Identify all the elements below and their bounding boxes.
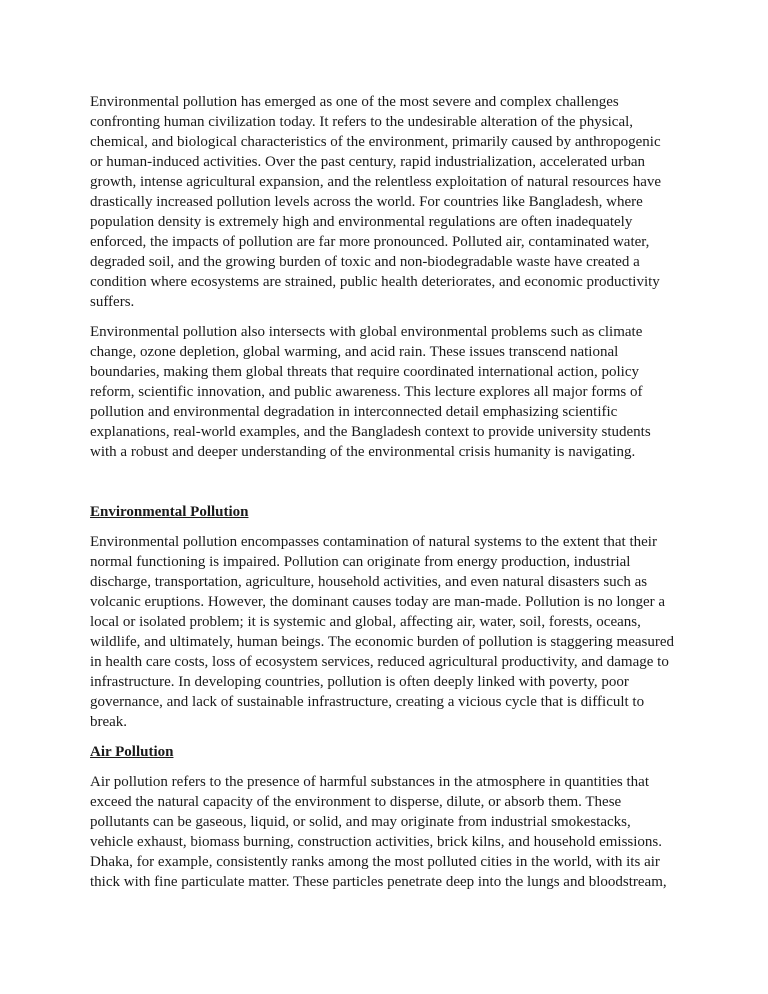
text-line: normal functioning is impaired. Pollution can originate from energy production, industrial <box>90 554 631 570</box>
text-line: explanations, real-world examples, and the Bangladesh context to provide university students <box>90 424 651 440</box>
text-line: discharge, transportation, agriculture, household activities, and even natural disasters such as <box>90 574 648 590</box>
text-line: Dhaka, for example, consistently ranks among the most polluted cities in the world, with its air <box>90 854 660 870</box>
text-line: local or isolated problem; it is systemic and global, affecting air, water, soil, forests, oceans, <box>90 614 641 630</box>
text-line: population density is extremely high and environmental regulations are often inadequately <box>90 214 633 230</box>
text-line: condition where ecosystems are strained, public health deteriorates, and economic productivity <box>90 274 660 290</box>
text-line: drastically increased pollution levels across the world. For countries like Bangladesh, where <box>90 194 643 210</box>
text-line: infrastructure. In developing countries, pollution is often deeply linked with poverty, poor <box>90 674 629 690</box>
text-line: Environmental pollution also intersects with global environmental problems such as climate <box>90 324 643 340</box>
text-line: or human-induced activities. Over the past century, rapid industrialization, accelerated urban <box>90 154 646 170</box>
section-heading-air-pollution: Air Pollution <box>90 744 174 760</box>
text-line: degraded soil, and the growing burden of toxic and non-biodegradable waste have created a <box>90 254 640 270</box>
text-line: pollutants can be gaseous, liquid, or solid, and may originate from industrial smokestacks, <box>90 814 631 830</box>
blank-line <box>90 472 688 502</box>
environmental-pollution-paragraph <box>90 532 688 732</box>
section-heading-environmental-pollution: Environmental Pollution <box>90 504 249 520</box>
text-line: chemical, and biological characteristics of the environment, primarily caused by anthropogenic <box>90 134 661 150</box>
text-line: wildlife, and ultimately, human beings. The economic burden of pollution is staggering measured <box>90 634 675 650</box>
intro-paragraph-1 <box>90 92 688 312</box>
text-line: enforced, the impacts of pollution are far more pronounced. Polluted air, contaminated water, <box>90 234 650 250</box>
text-line: volcanic eruptions. However, the dominant causes today are man-made. Pollution is no longer a <box>90 594 666 610</box>
text-line: vehicle exhaust, biomass burning, construction activities, brick kilns, and household emissions. <box>90 834 662 850</box>
air-pollution-paragraph <box>90 772 688 892</box>
text-line: boundaries, making them global threats that require coordinated international action, policy <box>90 364 639 380</box>
text-line: Environmental pollution encompasses contamination of natural systems to the extent that their <box>90 534 657 550</box>
text-line: thick with fine particulate matter. These particles penetrate deep into the lungs and bloodstream, <box>90 874 667 890</box>
text-line: in health care costs, loss of ecosystem services, reduced agricultural productivity, and damage to <box>90 654 669 670</box>
text-line: Air pollution refers to the presence of harmful substances in the atmosphere in quantities that <box>90 774 650 790</box>
text-line: exceed the natural capacity of the environment to disperse, dilute, or absorb them. These <box>90 794 622 810</box>
text-line: change, ozone depletion, global warming, and acid rain. These issues transcend national <box>90 344 619 360</box>
intro-paragraph-2 <box>90 322 688 462</box>
text-line: with a robust and deeper understanding of the environmental crisis humanity is navigating. <box>90 444 636 460</box>
text-line: confronting human civilization today. It refers to the undesirable alteration of the physical, <box>90 114 634 130</box>
text-line: suffers. <box>90 294 135 310</box>
text-line: break. <box>90 714 128 730</box>
text-line: reform, scientific innovation, and public awareness. This lecture explores all major forms of <box>90 384 643 400</box>
text-line: governance, and lack of sustainable infrastructure, creating a vicious cycle that is difficult to <box>90 694 645 710</box>
text-line: Environmental pollution has emerged as one of the most severe and complex challenges <box>90 94 619 110</box>
text-line: growth, intense agricultural expansion, and the relentless exploitation of natural resources have <box>90 174 662 190</box>
text-line: pollution and environmental degradation in interconnected detail emphasizing scientific <box>90 404 618 420</box>
